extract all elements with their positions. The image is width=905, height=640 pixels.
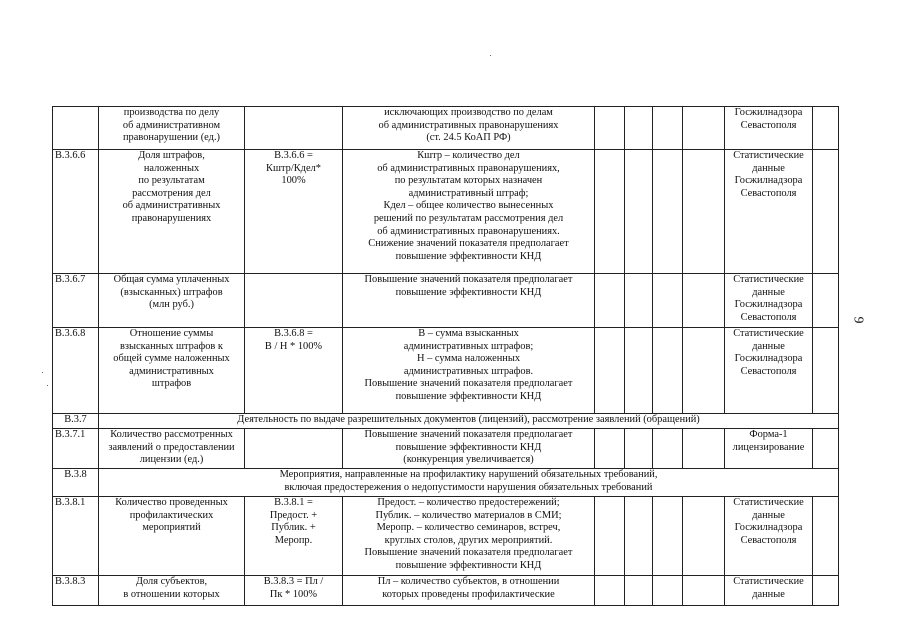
indicator-name-line: общей сумме наложенных	[113, 353, 230, 365]
empty-cell	[595, 274, 625, 328]
indicator-description-line: Снижение значений показателя предполагает	[368, 238, 569, 250]
indicator-description-line: Кштр – количество дел	[417, 150, 520, 161]
table-row	[53, 328, 839, 414]
indicator-formula-line: 100%	[281, 175, 306, 187]
indicator-source-line: Форма-1	[749, 429, 788, 440]
empty-cell	[595, 150, 625, 274]
empty-cell	[683, 150, 725, 274]
indicator-source-line: данные	[752, 509, 785, 521]
indicator-source-line: Статистические	[733, 274, 804, 285]
empty-cell	[595, 497, 625, 576]
indicator-description	[343, 328, 595, 414]
indicator-formula-line: В / Н * 100%	[264, 340, 323, 352]
indicator-description-line: повышение эффективности КНД	[395, 559, 542, 571]
indicator-description-line: В – сумма взысканных	[418, 328, 519, 339]
indicator-formula	[245, 150, 343, 274]
empty-cell	[813, 576, 839, 606]
empty-cell	[813, 107, 839, 150]
indicator-code: В.3.7	[53, 414, 99, 429]
indicator-formula	[245, 497, 343, 576]
section-row	[53, 469, 839, 497]
table-row	[53, 429, 839, 469]
empty-cell	[813, 497, 839, 576]
indicator-name	[99, 107, 245, 150]
indicator-source-line: Севастополя	[740, 365, 797, 377]
indicator-description-line: Повышение значений показателя предполагает	[364, 547, 573, 559]
empty-cell	[625, 328, 653, 414]
indicator-formula-line: В.3.6.6 =	[274, 150, 313, 161]
indicator-name-line: (взысканных) штрафов	[120, 286, 223, 298]
section-title: Деятельность по выдаче разрешительных документов (лицензий), рассмотрение заявлений (обращений)	[99, 414, 839, 429]
indicator-name	[99, 274, 245, 328]
indicator-name-line: в отношении которых	[123, 588, 220, 600]
table-row	[53, 274, 839, 328]
indicator-name	[99, 429, 245, 469]
empty-cell	[813, 328, 839, 414]
indicator-name-line: Количество рассмотренных	[110, 429, 233, 440]
indicator-source	[725, 150, 813, 274]
indicator-description	[343, 274, 595, 328]
indicator-source-line: Статистические	[733, 328, 804, 339]
empty-cell	[595, 429, 625, 469]
empty-cell	[653, 497, 683, 576]
empty-cell	[653, 429, 683, 469]
empty-cell	[625, 576, 653, 606]
indicator-name-line: (млн руб.)	[149, 299, 194, 311]
indicator-description-line: исключающих производство по делам	[384, 107, 553, 118]
indicator-description-line: Пл – количество субъектов, в отношении	[377, 576, 560, 587]
indicator-name-line: наложенных	[143, 162, 200, 174]
indicator-name-line: рассмотрения дел	[132, 187, 211, 199]
indicator-description-line: Предост. – количество предостережений;	[377, 497, 560, 508]
indicator-description-line: повышение эффективности КНД	[395, 286, 542, 298]
indicator-name-line: штрафов	[151, 378, 192, 390]
indicator-name	[99, 150, 245, 274]
indicator-description	[343, 497, 595, 576]
indicator-source-line: Госжилнадзора	[734, 522, 803, 534]
scan-speck	[47, 385, 48, 386]
indicator-code: В.3.7.1	[53, 429, 99, 469]
empty-cell	[683, 576, 725, 606]
empty-cell	[625, 274, 653, 328]
page-number: 9	[850, 316, 866, 324]
indicator-description-line: Н – сумма наложенных	[416, 353, 521, 365]
indicator-formula-line: В.3.6.8 =	[274, 328, 313, 339]
indicator-description-line: (ст. 24.5 КоАП РФ)	[426, 132, 511, 144]
indicator-formula-line: Публик. +	[271, 522, 316, 534]
indicator-formula-line: Пк * 100%	[269, 588, 318, 600]
table-row	[53, 150, 839, 274]
indicator-name-line: мероприятий	[142, 522, 201, 534]
indicator-source	[725, 274, 813, 328]
indicator-code	[53, 107, 99, 150]
indicator-description-line: повышение эффективности КНД	[395, 441, 542, 453]
indicator-source-line: Госжилнадзора	[734, 353, 803, 365]
scan-speck	[42, 372, 43, 373]
indicator-description-line: Повышение значений показателя предполагает	[364, 378, 573, 390]
indicator-source	[725, 576, 813, 606]
empty-cell	[595, 107, 625, 150]
indicator-formula-line: Меропр.	[274, 534, 313, 546]
indicator-name-line: производства по делу	[123, 107, 220, 118]
indicator-source-line: данные	[752, 588, 785, 600]
indicator-name-line: лицензии (ед.)	[139, 454, 204, 466]
indicator-name-line: профилактических	[129, 509, 214, 521]
indicator-name-line: по результатам	[138, 175, 205, 187]
indicator-formula-line: В.3.8.1 =	[274, 497, 313, 508]
indicator-description	[343, 107, 595, 150]
empty-cell	[653, 328, 683, 414]
section-title-line: включая предостережения о недопустимости нарушения обязательных требований	[284, 481, 653, 493]
indicator-code: B.3.6.6	[53, 150, 99, 274]
indicator-description-line: административных штрафов;	[403, 340, 534, 352]
indicator-source-line: Госжилнадзора	[734, 175, 803, 187]
indicator-source-line: Статистические	[733, 497, 804, 508]
indicator-formula-line: Кштр/Кдел*	[266, 162, 321, 174]
indicator-formula	[245, 274, 343, 328]
indicator-source-line: лицензирование	[732, 441, 805, 453]
indicator-source-line: Статистические	[733, 150, 804, 161]
indicator-name-line: правонарушении (ед.)	[123, 132, 220, 144]
empty-cell	[653, 150, 683, 274]
indicator-description-line: Меропр. – количество семинаров, встреч,	[376, 522, 561, 534]
indicator-name-line: об административных	[122, 200, 221, 212]
empty-cell	[595, 328, 625, 414]
indicator-source	[725, 497, 813, 576]
empty-cell	[653, 576, 683, 606]
indicator-source-line: Севастополя	[740, 534, 797, 546]
indicator-description-line: повышение эффективности КНД	[395, 390, 542, 402]
empty-cell	[813, 429, 839, 469]
scan-speck	[490, 55, 491, 56]
indicator-code: В.3.8.1	[53, 497, 99, 576]
empty-cell	[625, 107, 653, 150]
indicator-description	[343, 429, 595, 469]
indicators-table	[52, 106, 839, 606]
indicator-source	[725, 429, 813, 469]
indicator-name-line: Общая сумма уплаченных	[113, 274, 230, 285]
section-title-line: Мероприятия, направленные на профилактику нарушений обязательных требований,	[279, 469, 658, 480]
indicator-name-line: Количество проведенных	[115, 497, 228, 508]
indicator-description-line: административных штрафов.	[403, 365, 534, 377]
indicator-name	[99, 328, 245, 414]
indicator-source-line: Статистические	[733, 576, 804, 587]
indicator-description-line: которых проведены профилактические	[382, 588, 555, 600]
indicator-name-line: Доля субъектов,	[135, 576, 208, 587]
indicator-name	[99, 497, 245, 576]
indicator-formula	[245, 328, 343, 414]
empty-cell	[683, 328, 725, 414]
indicator-description-line: об административных правонарушениях	[378, 119, 559, 131]
indicator-source-line: Севастополя	[740, 187, 797, 199]
empty-cell	[683, 107, 725, 150]
indicator-formula	[245, 576, 343, 606]
empty-cell	[653, 274, 683, 328]
indicator-description-line: (конкуренция увеличивается)	[403, 454, 534, 466]
indicator-formula	[245, 429, 343, 469]
section-row	[53, 414, 839, 429]
empty-cell	[625, 497, 653, 576]
indicator-description-line: административный штраф;	[408, 187, 529, 199]
empty-cell	[683, 497, 725, 576]
indicator-source	[725, 107, 813, 150]
indicator-description	[343, 576, 595, 606]
indicator-name	[99, 576, 245, 606]
empty-cell	[683, 429, 725, 469]
empty-cell	[595, 576, 625, 606]
empty-cell	[625, 429, 653, 469]
indicator-name-line: Отношение суммы	[129, 328, 214, 339]
indicator-formula-line: В.3.8.3 = Пл /	[263, 576, 324, 587]
indicator-code: B.3.6.8	[53, 328, 99, 414]
table-row	[53, 107, 839, 150]
empty-cell	[625, 150, 653, 274]
empty-cell	[683, 274, 725, 328]
indicator-name-line: взысканных штрафов к	[120, 340, 223, 352]
empty-cell	[813, 274, 839, 328]
indicator-source-line: Госжилнадзора	[734, 299, 803, 311]
indicator-name-line: заявлений о предоставлении	[108, 441, 235, 453]
indicator-name-line: правонарушениях	[131, 212, 212, 224]
indicator-source-line: данные	[752, 340, 785, 352]
indicator-name-line: Доля штрафов,	[138, 150, 205, 161]
indicator-description-line: Публик. – количество материалов в СМИ;	[375, 509, 562, 521]
indicator-description-line: Кдел – общее количество вынесенных	[383, 200, 554, 212]
indicator-description-line: об административных правонарушениях,	[377, 162, 560, 174]
indicator-description-line: повышение эффективности КНД	[395, 250, 542, 262]
indicator-name-line: об административном	[122, 119, 221, 131]
indicator-source-line: Севастополя	[740, 119, 797, 131]
table-row	[53, 497, 839, 576]
indicator-description-line: решений по результатам рассмотрения дел	[373, 212, 564, 224]
indicator-formula-line: Предост. +	[269, 509, 318, 521]
empty-cell	[813, 150, 839, 274]
table-row	[53, 576, 839, 606]
indicator-description-line: по результатам которых назначен	[394, 175, 543, 187]
indicator-description-line: Повышение значений показателя предполагает	[364, 429, 573, 440]
indicator-code: В.3.8.3	[53, 576, 99, 606]
indicator-code: B.3.6.7	[53, 274, 99, 328]
indicator-source-line: данные	[752, 286, 785, 298]
indicator-source	[725, 328, 813, 414]
indicator-source-line: Госжилнадзора	[734, 107, 803, 118]
indicator-description-line: Повышение значений показателя предполагает	[364, 274, 573, 285]
indicator-formula	[245, 107, 343, 150]
indicator-description	[343, 150, 595, 274]
empty-cell	[653, 107, 683, 150]
indicator-source-line: данные	[752, 162, 785, 174]
indicator-description-line: круглых столов, других мероприятий.	[384, 534, 553, 546]
indicator-source-line: Севастополя	[740, 311, 797, 323]
indicator-name-line: административных	[129, 365, 214, 377]
indicator-description-line: об административных правонарушениях.	[377, 225, 560, 237]
section-title	[99, 469, 839, 497]
indicator-code: В.3.8	[53, 469, 99, 497]
